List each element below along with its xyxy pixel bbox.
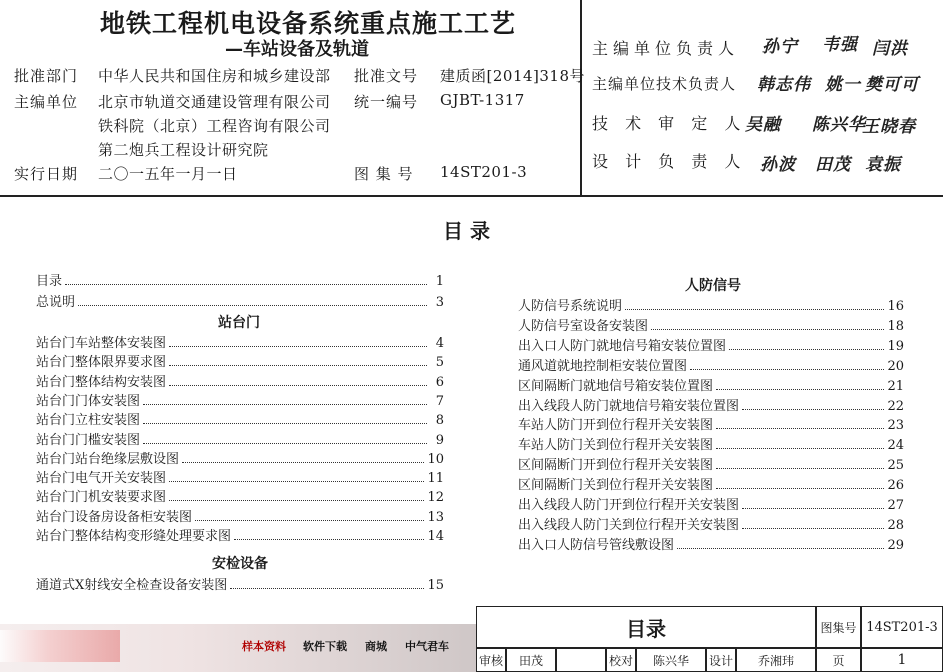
toc-entry-page: 13 <box>427 509 444 525</box>
signature: 孙波 <box>760 155 796 175</box>
toc-entry-title: 出入口人防门就地信号箱安装位置图 <box>518 338 727 354</box>
toc-leader-dots <box>169 346 427 347</box>
toc-entry-page: 22 <box>887 398 904 414</box>
toc-entry-title: 站台门整体结构安装图 <box>36 374 167 390</box>
toc-entry-title: 站台门门槛安装图 <box>36 432 141 448</box>
design-lead-label: 设 计 负 责 人 <box>592 152 747 171</box>
toc-entry-page: 1 <box>435 274 444 289</box>
responsible-label: 主编单位负责人 <box>592 39 740 58</box>
toc-entry-title: 站台门立柱安装图 <box>36 413 141 429</box>
toc-leader-dots <box>169 500 424 501</box>
tech-review-label: 技 术 审 定 人 <box>592 114 747 133</box>
toc-entry-page: 28 <box>887 517 904 533</box>
atlas-no-label: 图 集 号 <box>354 165 414 183</box>
title-block-atlas: 14ST201-3 <box>861 606 943 648</box>
watermark-item: 软件下载 <box>303 640 347 653</box>
toc-entry-title: 站台门整体限界要求图 <box>36 355 167 371</box>
signature: 田茂 <box>815 155 851 175</box>
title-block-name: 目录 <box>476 606 816 648</box>
toc-entry-page: 9 <box>435 432 444 448</box>
toc-entry[interactable] <box>518 535 904 553</box>
toc-entry-page: 8 <box>435 413 444 429</box>
signature: 吴融 <box>745 115 781 135</box>
toc-entry-title: 目录 <box>36 274 63 289</box>
page-label: 页 <box>816 648 861 672</box>
toc-leader-dots <box>169 385 427 386</box>
toc-entry[interactable] <box>518 495 904 513</box>
toc-leader-dots <box>716 448 884 449</box>
toc-entry[interactable] <box>36 468 444 486</box>
toc-entry[interactable] <box>36 372 444 390</box>
toc-leader-dots <box>195 520 424 521</box>
atlas-subtitle: —车站设备及轨道 <box>225 39 369 60</box>
toc-leader-dots <box>651 329 884 330</box>
toc-entry[interactable] <box>36 507 444 525</box>
toc-entry-title: 站台门电气开关安装图 <box>36 471 167 487</box>
toc-leader-dots <box>729 349 884 350</box>
watermark-item: 中气君车 <box>405 640 449 653</box>
code: GJBT-1317 <box>440 91 525 109</box>
section-heading: 站台门 <box>218 315 260 331</box>
title-block-atlas-label: 图集号 <box>816 606 861 648</box>
section-heading: 安检设备 <box>212 556 268 572</box>
toc-entry-title: 出入口人防信号管线敷设图 <box>518 537 675 553</box>
toc-entry[interactable] <box>518 455 904 473</box>
toc-leader-dots <box>742 508 884 509</box>
toc-entry-page: 3 <box>435 295 444 310</box>
toc-entry-page: 24 <box>887 438 904 454</box>
review-name: 田茂 <box>506 648 556 672</box>
design-name: 乔湘玮 <box>736 648 816 672</box>
toc-leader-dots <box>716 389 884 390</box>
toc-entry[interactable] <box>518 435 904 453</box>
toc-entry[interactable] <box>36 487 444 505</box>
toc-entry-page: 15 <box>427 578 444 593</box>
approve-dept: 中华人民共和国住房和城乡建设部 <box>98 67 331 85</box>
approve-doc: 建质函[2014]318号 <box>440 67 586 85</box>
toc-entry[interactable] <box>36 292 444 310</box>
design-label: 设计 <box>706 648 736 672</box>
toc-leader-dots <box>716 468 884 469</box>
toc-entry[interactable] <box>518 396 904 414</box>
toc-leader-dots <box>716 488 884 489</box>
review-label: 审核 <box>476 648 506 672</box>
toc-entry[interactable] <box>518 515 904 533</box>
toc-entry-title: 出入线段人防门就地信号箱安装位置图 <box>518 398 740 414</box>
editor-label: 主编单位 <box>14 93 79 111</box>
toc-leader-dots <box>742 409 884 410</box>
code-label: 统一编号 <box>354 93 419 111</box>
signature: 孙宁 <box>762 37 798 57</box>
toc-entry[interactable] <box>518 415 904 433</box>
watermark-logo <box>0 630 120 662</box>
toc-entry[interactable] <box>518 316 904 334</box>
toc-entry-title: 人防信号室设备安装图 <box>518 318 649 334</box>
toc-entry-page: 29 <box>887 537 904 553</box>
page-number: 1 <box>861 648 943 672</box>
atlas-no: 14ST201-3 <box>440 163 528 181</box>
watermark-item: 商城 <box>365 640 387 653</box>
toc-entry-title: 站台门站台绝缘层敷设图 <box>36 451 180 467</box>
toc-entry-page: 21 <box>887 378 904 394</box>
toc-entry-page: 25 <box>887 458 904 474</box>
toc-entry-page: 23 <box>887 418 904 434</box>
approve-dept-label: 批准部门 <box>14 67 79 85</box>
toc-leader-dots <box>65 284 427 285</box>
toc-entry[interactable] <box>36 526 444 544</box>
toc-entry[interactable] <box>36 352 444 370</box>
toc-entry[interactable] <box>36 410 444 428</box>
toc-entry-title: 站台门车站整体安装图 <box>36 336 167 351</box>
toc-entry-title: 通道式X射线安全检查设备安装图 <box>36 578 228 593</box>
toc-leader-dots <box>143 423 427 424</box>
toc-leader-dots <box>690 369 884 370</box>
toc-leader-dots <box>625 309 884 310</box>
signature: 王晓春 <box>862 117 916 137</box>
check-name: 陈兴华 <box>636 648 706 672</box>
watermark-item: 样本资料 <box>242 640 286 653</box>
toc-entry-title: 总说明 <box>36 295 76 310</box>
toc-entry[interactable] <box>36 391 444 409</box>
toc-entry-page: 4 <box>435 336 444 351</box>
toc-entry-page: 18 <box>887 318 904 334</box>
toc-entry-title: 区间隔断门关到位行程开关安装图 <box>518 478 714 494</box>
toc-entry-page: 20 <box>887 358 904 374</box>
toc-entry-page: 14 <box>427 529 444 544</box>
check-label: 校对 <box>606 648 636 672</box>
toc-entry-title: 出入线段人防门开到位行程开关安装图 <box>518 498 740 513</box>
signature: 韩志伟 <box>757 75 811 95</box>
toc-entry[interactable] <box>36 271 444 289</box>
toc-leader-dots <box>78 305 427 306</box>
toc-leader-dots <box>716 428 884 429</box>
toc-leader-dots <box>182 462 424 463</box>
toc-leader-dots <box>230 588 424 589</box>
toc-entry-title: 站台门整体结构变形缝处理要求图 <box>36 529 232 544</box>
signature: 樊可可 <box>865 75 919 95</box>
editor-3: 第二炮兵工程设计研究院 <box>98 141 269 159</box>
toc-entry-title: 车站人防门关到位行程开关安装图 <box>518 438 714 454</box>
toc-entry-title: 车站人防门开到位行程开关安装图 <box>518 418 714 434</box>
toc-entry-title: 通风道就地控制柜安装位置图 <box>518 358 688 374</box>
toc-leader-dots <box>143 404 427 405</box>
toc-entry-title: 人防信号系统说明 <box>518 299 623 314</box>
review-signature <box>556 648 606 672</box>
toc-entry-page: 11 <box>427 471 444 487</box>
toc-entry[interactable] <box>518 356 904 374</box>
toc-entry[interactable] <box>518 296 904 314</box>
toc-leader-dots <box>677 548 884 549</box>
signature: 韦强 <box>822 35 858 55</box>
toc-entry-page: 27 <box>887 498 904 513</box>
signature: 姚一 <box>825 75 861 95</box>
toc-entry-title: 出入线段人防门关到位行程开关安装图 <box>518 517 740 533</box>
toc-entry-title: 区间隔断门开到位行程开关安装图 <box>518 458 714 474</box>
signature: 袁振 <box>865 155 901 175</box>
signature: 陈兴华 <box>812 115 866 135</box>
date: 二〇一五年一月一日 <box>98 165 238 183</box>
toc-entry[interactable] <box>36 430 444 448</box>
toc-leader-dots <box>143 443 427 444</box>
toc-entry[interactable] <box>518 376 904 394</box>
toc-entry-title: 区间隔断门就地信号箱安装位置图 <box>518 378 714 394</box>
toc-entry-page: 19 <box>887 338 904 354</box>
toc-entry-page: 12 <box>427 490 444 506</box>
toc-entry-page: 26 <box>887 478 904 494</box>
toc-entry-page: 6 <box>435 374 444 390</box>
toc-leader-dots <box>169 365 427 366</box>
atlas-title: 地铁工程机电设备系统重点施工工艺 <box>100 9 517 38</box>
toc-entry-title: 站台门门体安装图 <box>36 393 141 409</box>
toc-entry-page: 10 <box>427 451 444 467</box>
title-block <box>476 606 943 672</box>
tech-lead-label: 主编单位技术负责人 <box>592 75 737 93</box>
toc-leader-dots <box>742 528 884 529</box>
toc-entry[interactable] <box>36 575 444 593</box>
signature: 闫洪 <box>872 39 908 59</box>
toc-entry-page: 16 <box>887 299 904 314</box>
toc-entry[interactable] <box>518 336 904 354</box>
toc-entry-page: 5 <box>435 355 444 371</box>
date-label: 实行日期 <box>14 165 79 183</box>
approve-doc-label: 批准文号 <box>354 67 419 85</box>
section-heading: 人防信号 <box>685 278 741 294</box>
toc-heading: 目 录 <box>443 219 490 243</box>
toc-entry-title: 站台门设备房设备柜安装图 <box>36 509 193 525</box>
toc-entry-title: 站台门门机安装要求图 <box>36 490 167 506</box>
editor-1: 北京市轨道交通建设管理有限公司 <box>98 93 331 111</box>
toc-entry-page: 7 <box>435 393 444 409</box>
toc-entry[interactable] <box>36 449 444 467</box>
toc-entry[interactable] <box>518 475 904 493</box>
toc-entry[interactable] <box>36 333 444 351</box>
editor-2: 铁科院（北京）工程咨询有限公司 <box>98 117 331 135</box>
toc-leader-dots <box>234 539 424 540</box>
toc-leader-dots <box>169 481 424 482</box>
